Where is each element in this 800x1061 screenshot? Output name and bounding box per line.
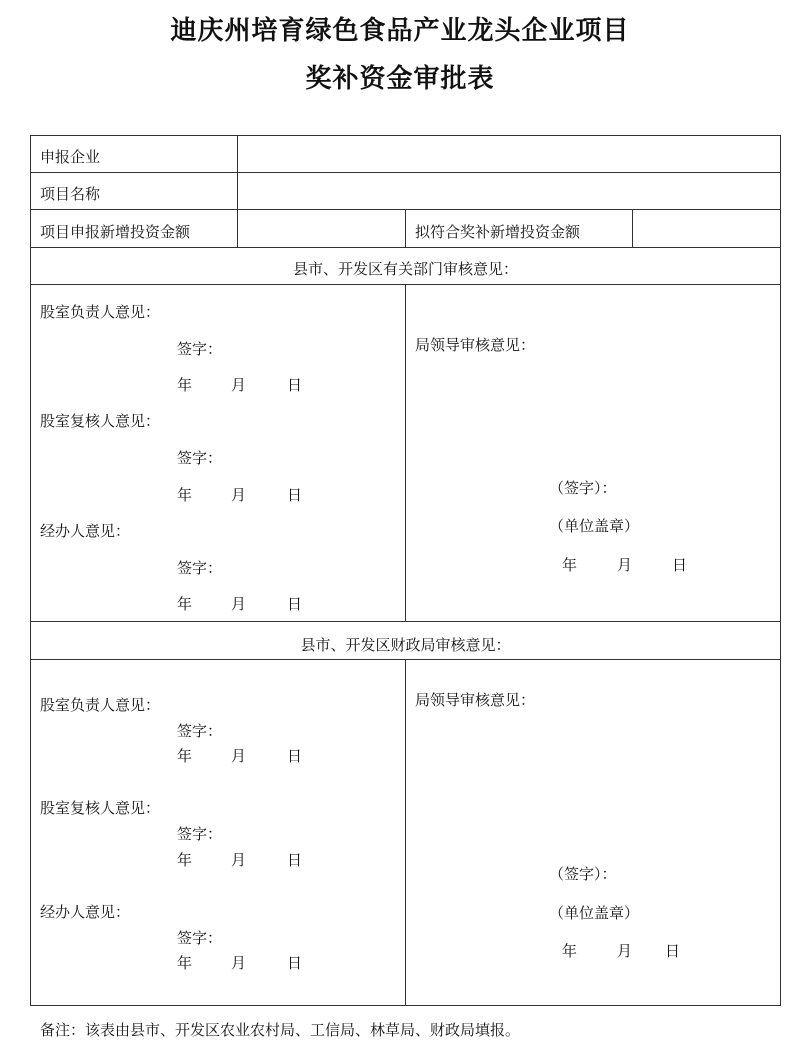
project-name-label: 项目名称 bbox=[40, 185, 101, 203]
s1-handler-opinion: 经办人意见： bbox=[40, 522, 131, 540]
s1-head-month: 月 bbox=[231, 376, 247, 394]
s1-review-day: 日 bbox=[287, 486, 303, 504]
eligible-investment-label: 拟符合奖补新增投资金额 bbox=[415, 223, 581, 241]
s1-handler-day: 日 bbox=[287, 595, 303, 613]
s2-leader-sign: （签字）： bbox=[549, 865, 617, 883]
s1-leader-seal: （单位盖章） bbox=[549, 517, 640, 535]
s1-handler-sign: 签字： bbox=[177, 559, 223, 577]
s1-head-day: 日 bbox=[287, 376, 303, 394]
s2-head-day: 日 bbox=[287, 747, 303, 765]
s1-leader-opinion: 局领导审核意见： bbox=[415, 336, 536, 354]
s2-leader-seal: （单位盖章） bbox=[549, 904, 640, 922]
s1-head-year: 年 bbox=[177, 376, 193, 394]
section1-header: 县市、开发区有关部门审核意见： bbox=[292, 260, 518, 278]
s2-handler-day: 日 bbox=[287, 954, 303, 972]
s1-review-opinion: 股室复核人意见： bbox=[40, 412, 161, 430]
s2-review-year: 年 bbox=[177, 851, 193, 869]
s1-review-sign: 签字： bbox=[177, 449, 223, 467]
s2-head-month: 月 bbox=[231, 747, 247, 765]
s2-handler-year: 年 bbox=[177, 954, 193, 972]
s2-leader-year: 年 bbox=[562, 942, 578, 960]
s2-review-opinion: 股室复核人意见： bbox=[40, 799, 161, 817]
s1-leader-day: 日 bbox=[672, 556, 688, 574]
s2-handler-month: 月 bbox=[231, 954, 247, 972]
footnote: 备注：该表由县市、开发区农业农村局、工信局、林草局、财政局填报。 bbox=[40, 1021, 521, 1039]
s2-head-year: 年 bbox=[177, 747, 193, 765]
s2-leader-opinion: 局领导审核意见： bbox=[415, 691, 536, 709]
s2-review-sign: 签字： bbox=[177, 825, 223, 843]
s1-review-year: 年 bbox=[177, 486, 193, 504]
s2-handler-opinion: 经办人意见： bbox=[40, 903, 131, 921]
section2-header: 县市、开发区财政局审核意见： bbox=[300, 636, 511, 654]
s2-leader-day: 日 bbox=[665, 942, 681, 960]
page-title: 迪庆州培育绿色食品产业龙头企业项目 bbox=[170, 16, 630, 46]
s1-handler-year: 年 bbox=[177, 595, 193, 613]
s1-head-sign: 签字： bbox=[177, 340, 223, 358]
s2-review-day: 日 bbox=[287, 851, 303, 869]
s1-leader-month: 月 bbox=[617, 556, 633, 574]
s1-review-month: 月 bbox=[231, 486, 247, 504]
s2-head-sign: 签字： bbox=[177, 722, 223, 740]
company-label: 申报企业 bbox=[40, 148, 101, 166]
s2-handler-sign: 签字： bbox=[177, 929, 223, 947]
s2-head-opinion: 股室负责人意见： bbox=[40, 696, 161, 714]
s2-review-month: 月 bbox=[231, 851, 247, 869]
s1-leader-sign: （签字）： bbox=[549, 479, 617, 497]
s1-handler-month: 月 bbox=[231, 595, 247, 613]
page-subtitle: 奖补资金审批表 bbox=[305, 64, 495, 94]
declared-investment-label: 项目申报新增投资金额 bbox=[40, 223, 191, 241]
s2-leader-month: 月 bbox=[617, 942, 633, 960]
s1-leader-year: 年 bbox=[562, 556, 578, 574]
s1-head-opinion: 股室负责人意见： bbox=[40, 303, 161, 321]
